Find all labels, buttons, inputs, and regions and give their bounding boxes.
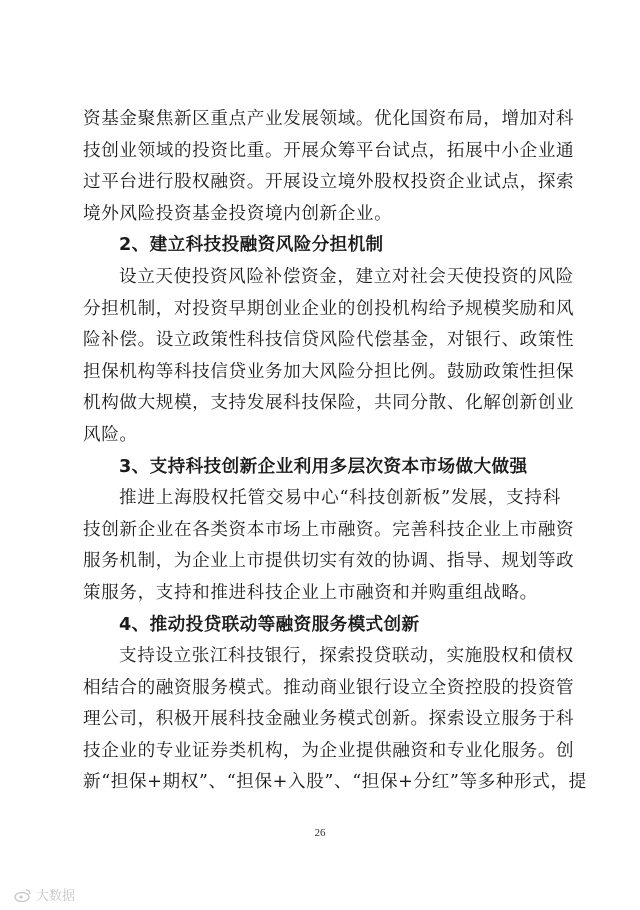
text-line: 担保机构等科技信贷业务加大风险分担比例。鼓励政策性担保 (83, 361, 575, 382)
text-line: 境外风险投资基金投资境内创新企业。 (83, 203, 393, 224)
page-number: 26 (314, 827, 326, 839)
text-line: 风险。 (83, 424, 138, 445)
text-line: 支持设立张江科技银行，探索投贷联动，实施股权和债权 (119, 646, 574, 667)
watermark-text: 大数据 (36, 889, 76, 904)
section-heading: 4、推动投贷联动等融资服务模式创新 (119, 614, 420, 635)
watermark (14, 885, 75, 904)
text-line: 推进上海股权托管交易中心“科技创新板”发展，支持科 (119, 488, 561, 509)
section-heading: 2、建立科技投融资风险分担机制 (119, 235, 384, 256)
text-line: 过平台进行股权融资。开展设立境外股权投资企业试点，探索 (83, 172, 575, 193)
text-line: 理公司，积极开展科技金融业务模式创新。探索设立服务于科 (83, 709, 575, 730)
text-line: 服务机制，为企业上市提供切实有效的协调、指导、规划等政 (83, 551, 575, 572)
text-line: 技创新企业在各类资本市场上市融资。完善科技企业上市融资 (83, 519, 575, 540)
text-line: 新“担保+期权”、“担保+入股”、“担保+分红”等多种形式，提 (83, 772, 587, 793)
text-line: 分担机制，对投资早期创业企业的创投机构给予规模奖励和风 (83, 298, 575, 319)
section-heading: 3、支持科技创新企业利用多层次资本市场做大做强 (119, 456, 528, 477)
document-body (83, 104, 587, 799)
text-line: 相结合的融资服务模式。推动商业银行设立全资控股的投资管 (83, 677, 575, 698)
text-line: 险补偿。设立政策性科技信贷风险代偿基金，对银行、政策性 (83, 330, 575, 351)
weibo-logo-icon (14, 888, 32, 902)
text-line: 资基金聚焦新区重点产业发展领域。优化国资布局，增加对科 (83, 109, 575, 129)
text-line: 技企业的专业证券类机构，为企业提供融资和专业化服务。创 (83, 740, 575, 761)
text-line: 技创业领域的投资比重。开展众筹平台试点，拓展中小企业通 (83, 140, 575, 161)
text-line: 设立天使投资风险补偿资金，建立对社会天使投资的风险 (119, 266, 574, 287)
text-line: 机构做大规模，支持发展科技保险，共同分散、化解创新创业 (83, 393, 575, 414)
text-line: 策服务，支持和推进科技企业上市融资和并购重组战略。 (83, 582, 538, 603)
